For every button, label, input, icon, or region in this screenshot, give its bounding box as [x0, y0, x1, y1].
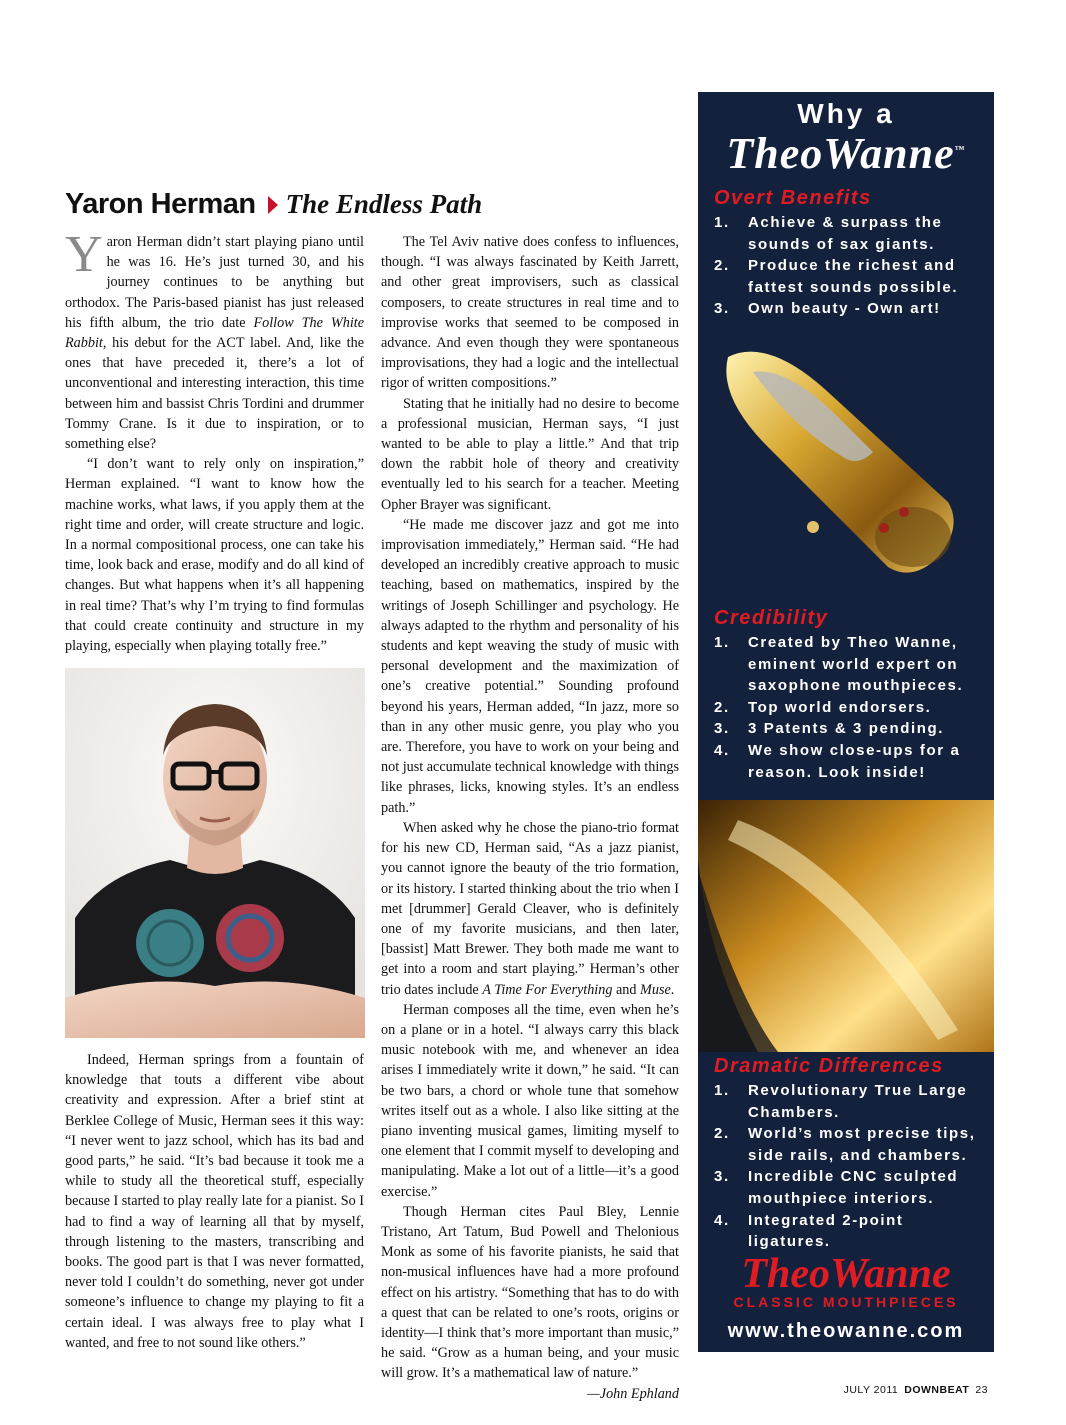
theo-wanne-advertisement[interactable] [698, 92, 994, 1352]
paragraph-2: “I don’t want to rely only on inspiration,” Herman explained. “I want to know how the machine works, what laws, if you apply them at the right time and order, will create structure and logic. In a normal compositional process, one can take his time, look back and erase, modify and do all kind of changes. But what happens when it’s all happening in real time? That’s why I’m trying to find formulas that could create continuity and structure in my playing, especially when playing totally free.” [65, 456, 364, 655]
issue-date: JULY 2011 [843, 1384, 899, 1396]
ad-section-title: Credibility [714, 607, 829, 629]
ad-list-item: 3. 3 Patents & 3 pending. [714, 720, 945, 738]
red-arrow-icon [268, 196, 278, 214]
ad-list-item: 2. World’s most precise tips, side rails, and chambers. [714, 1125, 976, 1164]
album-title: Muse [640, 981, 671, 998]
ad-why-heading: Why a [797, 98, 895, 129]
ad-section-overt-benefits [714, 187, 984, 320]
portrait-illustration [65, 668, 365, 1038]
ad-section-dramatic-differences [714, 1055, 984, 1253]
article-subtitle: The Endless Path [285, 189, 483, 219]
ad-list-item: 3. Own beauty - Own art! [714, 300, 941, 318]
ad-list-item: 1. Created by Theo Wanne, eminent world expert on saxophone mouthpieces. [714, 634, 964, 695]
ad-list-item: 4. We show close-ups for a reason. Look inside! [714, 741, 961, 781]
paragraph-1: Yaron Herman didn’t start playing piano until he was 16. He’s just turned 30, and his journey continues to be anything but orthodox. The Paris-based pianist has just released his fifth album, the trio date Follow The White Rabbit, his debut for the ACT label. And, like the ones that have preceded it, there’s a lot of unconventional and interesting interaction, this time between him and bassist Chris Tordini and drummer Tommy Crane. Is it due to inspiration, or to something else? [65, 226, 364, 453]
article-column-left-bottom [65, 1050, 364, 1353]
paragraph-7: When asked why he chose the piano-trio format for his new CD, Herman said, “As a jazz pianist, you cannot ignore the beauty of the trio formation, or its history. I started thinking about the trio when I met [drummer] Gerald Cleaver, who is definitely one of my favorite musicians, and then later, [bassist] Matt Brewer. They both made me want to get into a room and start playing.” Herman’s other trio dates include A Time For Everything and Muse. [381, 819, 679, 998]
ad-list-item: 2. Top world endorsers. [714, 698, 932, 716]
article-headline [65, 188, 685, 221]
drop-cap: Y [65, 226, 103, 283]
ad-list-item: 1. Achieve & surpass the sounds of sax giants. [714, 214, 943, 253]
author-byline: —John Ephland [587, 1385, 679, 1402]
artist-photo [65, 668, 365, 1038]
ad-list-item: 2. Produce the richest and fattest sounds possible. [714, 257, 959, 296]
ad-section-title: Dramatic Differences [714, 1055, 944, 1077]
mouthpiece-closeup-image [698, 800, 994, 1052]
article-column-middle [381, 232, 679, 1404]
ad-website-link[interactable]: www.theowanne.com [727, 1320, 965, 1342]
paragraph-4: The Tel Aviv native does confess to influences, though. “I was always fascinated by Keith Jarrett, and other great improvisers, such as classical composers, to create structures in real time and to improvise works that seemed to be composed in advance. And even though they were spontaneous improvisations, they had a logic and the intellectual rigor of written compositions.” [381, 234, 679, 392]
paragraph-3: Indeed, Herman springs from a fountain of knowledge that touts a different vibe about creativity and expression. After a brief stint at Berklee College of Music, Herman sees it this way: “I never went to jazz school, which has its bad and good parts,” he said. “It’s bad because it took me a while to study all the theoretical stuff, especially because I started to play really late for a pianist. So I had to find a way of learning all that by myself, through listening to the masters, transcribing and books. The good part is that I was never formatted, never told I couldn’t do something, never got under someone’s influence to change my playing to fit a certain ideal. I was always free to play what I wanted, and free to not sound like others.” [65, 1052, 364, 1351]
article-column-left-top [65, 226, 364, 656]
album-title: A Time For Everything [482, 981, 613, 998]
page-number: 23 [975, 1384, 988, 1396]
paragraph-8: Herman composes all the time, even when he’s on a plane or in a hotel. “I always carry this black music notebook with me, and whenever an idea arises I immediately write it down,” he said. “It can be two bars, a chord or whole tune that somehow writes itself out as a whole. I also like sitting at the piano inventing musical games, limiting myself to one element that I commit myself to developing and manipulating. Make a lot out of a little—it’s a good exercise.” [381, 1001, 679, 1200]
ad-list-item: 4. Integrated 2-point ligatures. [714, 1211, 904, 1251]
ad-brand-logo: TheoWanne™ [726, 129, 966, 178]
ad-list-item: 3. Incredible CNC sculpted mouthpiece interiors. [714, 1168, 959, 1207]
ad-footer-logo: TheoWanne CLASSIC MOUTHPIECES [698, 1250, 994, 1310]
paragraph-6: “He made me discover jazz and got me into improvisation immediately,” Herman said. “He had developed an incredibly creative approach to music teaching, based on mathematics, inspired by the writings of Joseph Schillinger and psychology. He always adapted to the rhythm and personality of his students and kept weaving the study of music with personal development and the maximization of one’s creative potential.” Sounding profound beyond his years, Herman added, “In jazz, more so than in any other music genre, you play who you are. Therefore, you have to work on your being and not just accumulate technical knowledge with things like phrases, licks, knowing styles. It’s an endless path.” [381, 516, 679, 816]
album-title: Follow The White Rabbit [65, 314, 364, 352]
paragraph-9: Though Herman cites Paul Bley, Lennie Tristano, Art Tatum, Bud Powell and Thelonious Monk as some of his favorite pianists, he said that non-musical influences have had a more profound effect on his artistry. “Something that has to do with a quest that can be related to one’s roots, origins or identity—I think that’s more important than music,” he said. “Grow as a human being, and your music will grow. It’s a mathematical law of nature.” [381, 1203, 679, 1382]
ad-section-title: Overt Benefits [714, 187, 872, 209]
magazine-name: DOWNBEAT [904, 1384, 970, 1396]
gold-mouthpiece-image [698, 332, 994, 602]
page-footer [844, 1384, 988, 1396]
ad-footer-tagline: CLASSIC MOUTHPIECES [733, 1294, 959, 1310]
ad-section-credibility [714, 607, 984, 783]
ad-list-item: 1. Revolutionary True Large Chambers. [714, 1082, 968, 1121]
paragraph-5: Stating that he initially had no desire to become a professional musician, Herman says, “I just wanted to be able to play a little.” And that trip down the rabbit hole of theory and creativity eventually led to his search for a teacher. Meeting Opher Brayer was significant. [381, 395, 679, 513]
artist-name: Yaron Herman [65, 188, 256, 220]
